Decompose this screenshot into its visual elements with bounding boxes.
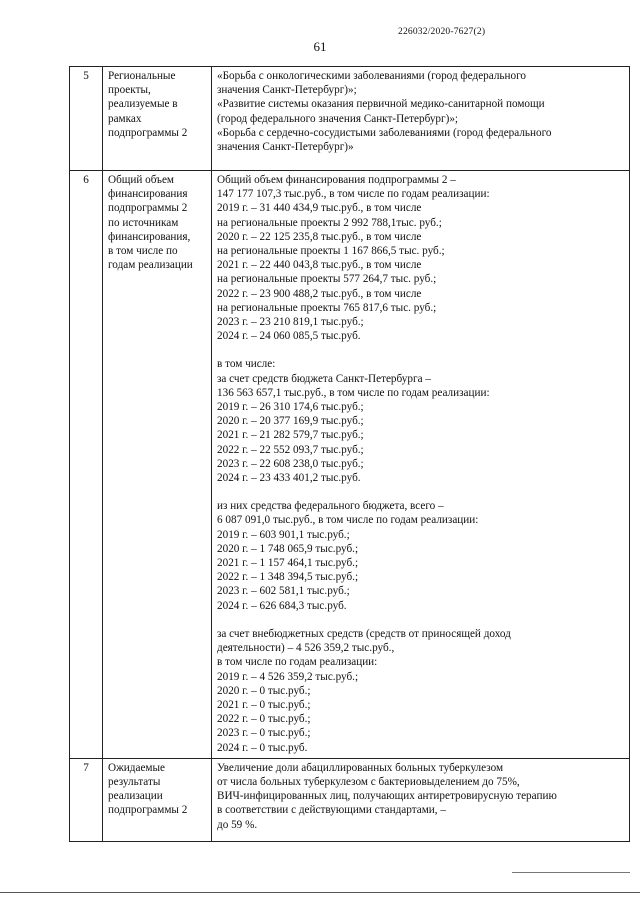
label-line: финансирования,	[108, 230, 191, 243]
content-line: за счет внебюджетных средств (средств от приносящей доход	[217, 627, 511, 640]
content-line: от числа больных туберкулезом с бактериовыделением до 75%,	[217, 775, 520, 788]
row-label	[103, 171, 212, 759]
content-line: 2023 г. – 23 210 819,1 тыс.руб.;	[217, 316, 364, 329]
table-row-7	[70, 758, 630, 841]
label-line: Общий объем	[108, 174, 174, 186]
paragraph-gap	[217, 485, 626, 499]
row-content	[212, 67, 630, 171]
content-line: в том числе по годам реализации:	[217, 656, 378, 669]
content-line: из них средства федерального бюджета, всего –	[217, 500, 444, 513]
label-line: по источникам	[108, 216, 179, 229]
content-line: Увеличение доли абациллированных больных туберкулезом	[217, 761, 504, 774]
content-line: на региональные проекты 1 167 866,5 тыс. руб.;	[217, 245, 445, 258]
content-line: 2024 г. – 0 тыс.руб.	[217, 741, 308, 754]
label-line: реализуемые в	[108, 98, 178, 111]
content-line: за счет средств бюджета Санкт-Петербурга –	[217, 372, 431, 385]
row-number: 6	[70, 171, 103, 759]
content-line: 2019 г. – 603 901,1 тыс.руб.;	[217, 528, 350, 541]
content-line: 6 087 091,0 тыс.руб., в том числе по годам реализации:	[217, 514, 479, 527]
content-line: 2023 г. – 0 тыс.руб.;	[217, 727, 311, 740]
content-line: 2022 г. – 0 тыс.руб.;	[217, 713, 311, 726]
content-line: 2020 г. – 20 377 169,9 тыс.руб.;	[217, 415, 364, 428]
content-line: 2022 г. – 1 348 394,5 тыс.руб.;	[217, 571, 359, 584]
document-registration-code: 226032/2020-7627(2)	[398, 27, 486, 37]
row-number: 5	[70, 67, 103, 171]
label-line: подпрограммы 2	[108, 126, 188, 139]
content-line: 147 177 107,3 тыс.руб., в том числе по годам реализации:	[217, 188, 490, 201]
content-line: 2021 г. – 21 282 579,7 тыс.руб.;	[217, 429, 364, 442]
content-line: «Развитие системы оказания первичной медико-санитарной помощи	[217, 98, 545, 111]
content-line: в соответствии с действующими стандартами, –	[217, 804, 446, 817]
content-line: на региональные проекты 577 264,7 тыс. руб.;	[217, 273, 437, 286]
content-line: 2019 г. – 31 440 434,9 тыс.руб., в том числе	[217, 202, 422, 215]
content-line: (город федерального значения Санкт-Петербург)»;	[217, 112, 459, 125]
content-line: 2024 г. – 626 684,3 тыс.руб.	[217, 599, 347, 612]
label-line: результаты	[108, 775, 161, 788]
content-line: на региональные проекты 2 992 788,1тыс. руб.;	[217, 216, 442, 229]
content-line: 2021 г. – 1 157 464,1 тыс.руб.;	[217, 557, 359, 570]
content-line: до 59 %.	[217, 818, 258, 831]
label-line: финансирования	[108, 188, 188, 201]
row-label	[103, 758, 212, 841]
content-line: 2024 г. – 24 060 085,5 тыс.руб.	[217, 330, 361, 343]
label-line: рамках	[108, 112, 142, 125]
label-line: Ожидаемые	[108, 761, 165, 774]
label-line: в том числе по	[108, 245, 178, 258]
row-content	[212, 758, 630, 841]
content-line: 2019 г. – 4 526 359,2 тыс.руб.;	[217, 670, 359, 683]
label-line: реализации	[108, 790, 163, 803]
paragraph-gap	[217, 613, 626, 627]
content-line: «Борьба с онкологическими заболеваниями (город федерального	[217, 70, 526, 82]
label-line: подпрограммы 2	[108, 804, 188, 817]
content-line: 2021 г. – 22 440 043,8 тыс.руб., в том числе	[217, 259, 422, 272]
content-line: 136 563 657,1 тыс.руб., в том числе по годам реализации:	[217, 386, 490, 399]
content-line: значения Санкт-Петербург)»	[217, 141, 354, 154]
label-line: проекты,	[108, 84, 151, 97]
content-line: «Борьба с сердечно-сосудистыми заболеваниями (город федерального	[217, 126, 552, 139]
content-line: 2023 г. – 602 581,1 тыс.руб.;	[217, 585, 350, 598]
content-line: 2021 г. – 0 тыс.руб.;	[217, 698, 311, 711]
content-line: Общий объем финансирования подпрограммы 2 –	[217, 174, 456, 186]
scan-artifact-line	[512, 872, 630, 873]
content-line: 2023 г. – 22 608 238,0 тыс.руб.;	[217, 457, 364, 470]
content-line: в том числе:	[217, 358, 276, 371]
paragraph-gap	[217, 343, 626, 357]
content-line: на региональные проекты 765 817,6 тыс. руб.;	[217, 301, 437, 314]
scan-artifact-line	[0, 892, 640, 893]
row-number: 7	[70, 758, 103, 841]
content-line: ВИЧ-инфицированных лиц, получающих антиретровирусную терапию	[217, 790, 557, 803]
table-row-5	[70, 67, 630, 171]
row-content	[212, 171, 630, 759]
content-line: значения Санкт-Петербург)»;	[217, 84, 357, 97]
label-line: подпрограммы 2	[108, 202, 188, 215]
passport-table	[69, 66, 630, 842]
content-line: 2024 г. – 23 433 401,2 тыс.руб.	[217, 472, 361, 485]
table-row-6	[70, 171, 630, 759]
page-number: 61	[313, 39, 327, 54]
content-line: 2020 г. – 22 125 235,8 тыс.руб., в том числе	[217, 230, 422, 243]
content-line: 2022 г. – 22 552 093,7 тыс.руб.;	[217, 443, 364, 456]
label-line: Региональные	[108, 70, 176, 82]
content-line: 2020 г. – 1 748 065,9 тыс.руб.;	[217, 542, 359, 555]
content-line: деятельности) – 4 526 359,2 тыс.руб.,	[217, 642, 395, 655]
row-label	[103, 67, 212, 171]
content-line: 2020 г. – 0 тыс.руб.;	[217, 684, 311, 697]
label-line: годам реализации	[108, 259, 193, 272]
content-line: 2019 г. – 26 310 174,6 тыс.руб.;	[217, 401, 364, 414]
content-line: 2022 г. – 23 900 488,2 тыс.руб., в том числе	[217, 287, 422, 300]
